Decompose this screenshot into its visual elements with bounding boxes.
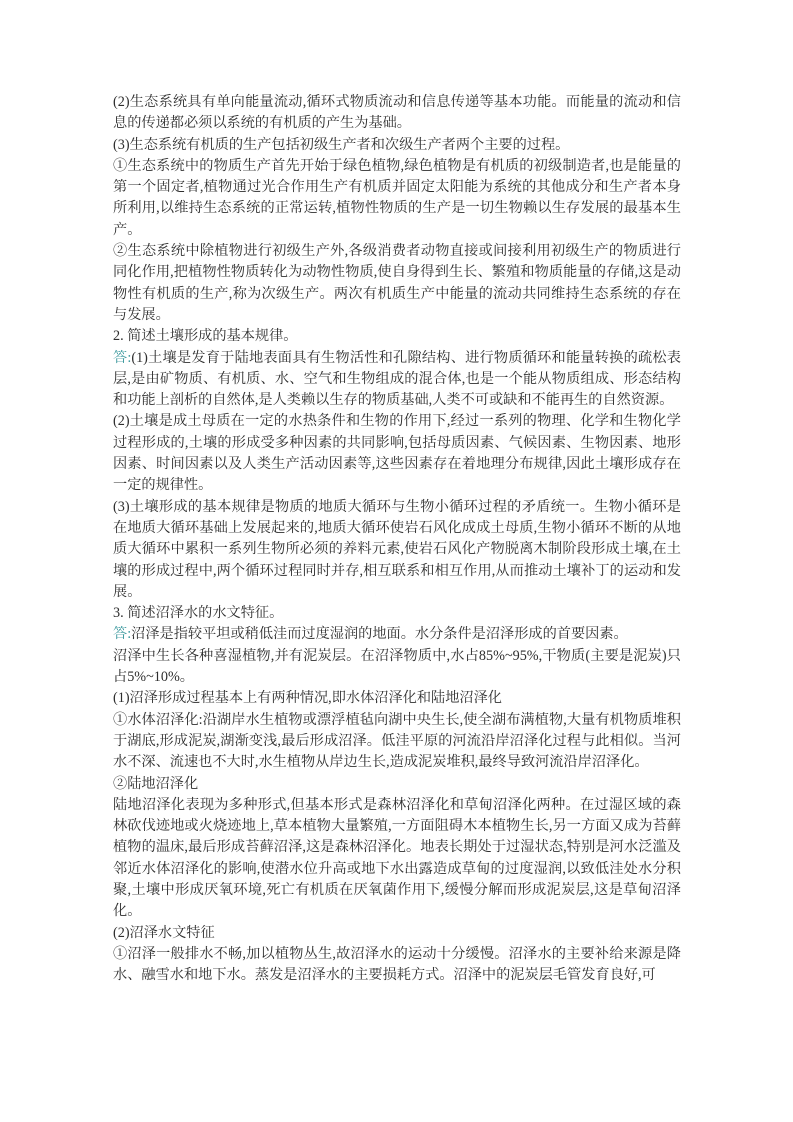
paragraph: 答:(1)土壤是发育于陆地表面具有生物活性和孔隙结构、进行物质循环和能量转换的疏松表层,是由矿物质、有机质、水、空气和生物组成的混合体,也是一个能从物质组成、形态结构和功能上剖析的自然体,是人类赖以生存的物质基础,人类不可或缺和不能再生的自然资源。 xyxy=(113,349,681,409)
paragraph: (2)生态系统具有单向能量流动,循环式物质流动和信息传递等基本功能。而能量的流动和信息的传递都必须以系统的有机质的产生为基础。 xyxy=(113,94,681,132)
paragraph: (3)生态系统有机质的生产包括初级生产者和次级生产者两个主要的过程。 xyxy=(113,136,570,153)
paragraph: 3. 简述沼泽水的水文特征。 xyxy=(113,605,284,622)
answer-label: 答: xyxy=(113,349,132,366)
paragraph: ①生态系统中的物质生产首先开始于绿色植物,绿色植物是有机质的初级制造者,也是能量的第一个固定者,植物通过光合作用生产有机质并固定太阳能为系统的其他成分和生产者本身所利用,以维持生态系统的正常运转,植物性物质的生产是一切生物赖以生存发展的最基本生产。 xyxy=(113,157,681,238)
paragraph: ①水体沼泽化:沿湖岸水生植物或漂浮植毡向湖中央生长,使全湖布满植物,大量有机物质堆积于湖底,形成泥炭,湖渐变浅,最后形成沼泽。低洼平原的河流沿岸沼泽化过程与此相似。当河水不深、流速也不大时,水生植物从岸边生长,造成泥炭堆积,最终导致河流沿岸沼泽化。 xyxy=(113,711,681,771)
answer-label: 答: xyxy=(113,626,132,643)
paragraph: ②生态系统中除植物进行初级生产外,各级消费者动物直接或间接利用初级生产的物质进行同化作用,把植物性物质转化为动物性物质,使自身得到生长、繁殖和物质能量的存储,这是动物性有机质的生产,称为次级生产。两次有机质生产中能量的流动共同维持生态系统的存在与发展。 xyxy=(113,243,681,323)
paragraph: ②陆地沼泽化 xyxy=(113,775,199,792)
paragraph: (2)土壤是成土母质在一定的水热条件和生物的作用下,经过一系列的物理、化学和生物化学过程形成的,土壤的形成受多种因素的共同影响,包括母质因素、气候因素、生物因素、地形因素、时间因素以及人类生产活动因素等,这些因素存在着地理分布规律,因此土壤形成存在一定的规律性。 xyxy=(113,413,681,494)
paragraph: 沼泽中生长各种喜湿植物,并有泥炭层。在沼泽物质中,水占85%~95%,干物质(主要是泥炭)只占5%~10%。 xyxy=(113,647,681,686)
paragraph: (2)沼泽水文特征 xyxy=(113,924,215,941)
document-body xyxy=(113,92,681,986)
paragraph: 2. 简述土壤形成的基本规律。 xyxy=(113,328,298,345)
paragraph: 陆地沼泽化表现为多种形式,但基本形式是森林沼泽化和草甸沼泽化两种。在过湿区域的森林砍伐迹地或火烧迹地上,草本植物大量繁殖,一方面阻碍木本植物生长,另一方面又成为苔藓植物的温床,最后形成苔藓沼泽,这是森林沼泽化。地表长期处于过湿状态,特别是河水泛滥及邻近水体沼泽化的影响,使潜水位升高或地下水出露造成草甸的过度湿润,以致低洼处水分积聚,土壤中形成厌氧环境,死亡有机质在厌氧菌作用下,缓慢分解而形成泥炭层,这是草甸沼泽化。 xyxy=(113,796,681,920)
paragraph: ①沼泽一般排水不畅,加以植物丛生,故沼泽水的运动十分缓慢。沼泽水的主要补给来源是降水、融雪水和地下水。蒸发是沼泽水的主要损耗方式。沼泽中的泥炭层毛管发育良好,可 xyxy=(113,945,681,984)
paragraph: 答:沼泽是指较平坦或稍低洼而过度湿润的地面。水分条件是沼泽形成的首要因素。 xyxy=(113,626,628,643)
paragraph: (1)沼泽形成过程基本上有两种情况,即水体沼泽化和陆地沼泽化 xyxy=(113,690,502,707)
paragraph: (3)土壤形成的基本规律是物质的地质大循环与生物小循环过程的矛盾统一。生物小循环是在地质大循环基础上发展起来的,地质大循环使岩石风化成成土母质,生物小循环不断的从地质大循环中累积一系列生物所必须的养料元素,使岩石风化产物脱离木制阶段形成土壤,在土壤的形成过程中,两个循环过程同时并存,相互联系和相互作用,从而推动土壤补丁的运动和发展。 xyxy=(113,498,681,600)
